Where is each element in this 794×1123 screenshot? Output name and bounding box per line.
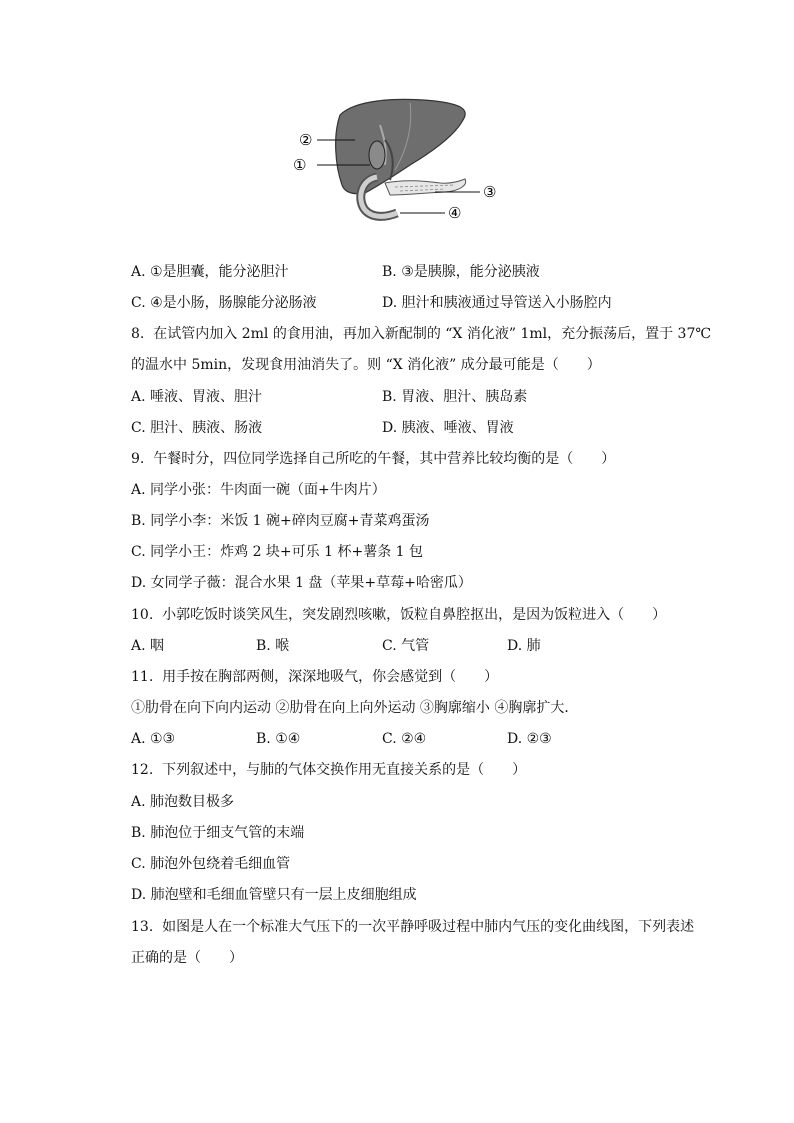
- q8-option-a: A. 唾液、胃液、胆汁: [131, 389, 263, 405]
- q7-option-d: D. 胆汁和胰液通过导管送入小肠腔内: [382, 295, 612, 311]
- q11-stem: 11. 用手按在胸部两侧，深深地吸气，你会感觉到（ ）: [131, 669, 499, 685]
- q12-stem: 12. 下列叙述中，与肺的气体交换作用无直接关系的是（ ）: [131, 762, 527, 778]
- label-3: ③: [483, 183, 497, 201]
- q9-option-d: D. 女同学子薇：混合水果 1 盘（苹果+草莓+哈密瓜）: [131, 575, 472, 591]
- q10-option-b: B. 喉: [256, 638, 290, 654]
- digestive-organs-figure: [285, 95, 515, 230]
- q8-option-c: C. 胆汁、胰液、肠液: [131, 420, 263, 436]
- q11-option-b: B. ①④: [256, 731, 301, 747]
- label-2: ②: [299, 131, 313, 149]
- q11-option-a: A. ①③: [131, 731, 176, 747]
- q10-option-a: A. 咽: [131, 638, 165, 654]
- q11-statements: ①肋骨在向下向内运动 ②肋骨在向上向外运动 ③胸廓缩小 ④胸廓扩大．: [131, 700, 579, 716]
- q9-option-b: B. 同学小李：米饭 1 碗+碎肉豆腐+青菜鸡蛋汤: [131, 513, 430, 529]
- q8-stem-line1: 8. 在试管内加入 2ml 的食用油，再加入新配制的 “X 消化液” 1ml，充分振荡后，置于 37℃: [131, 326, 712, 342]
- q11-option-c: C. ②④: [382, 731, 427, 747]
- q12-option-d: D. 肺泡壁和毛细血管壁只有一层上皮细胞组成: [131, 887, 417, 903]
- q9-option-c: C. 同学小王：炸鸡 2 块+可乐 1 杯+薯条 1 包: [131, 544, 423, 560]
- q7-option-a: A. ①是胆囊，能分泌胆汁: [131, 264, 289, 280]
- q8-option-d: D. 胰液、唾液、胃液: [382, 420, 514, 436]
- label-1: ①: [293, 156, 307, 174]
- q11-option-d: D. ②③: [507, 731, 552, 747]
- q10-option-d: D. 肺: [507, 638, 541, 654]
- digestive-organs-diagram: [285, 95, 515, 230]
- q9-option-a: A. 同学小张：牛肉面一碗（面+牛肉片）: [131, 482, 386, 498]
- q12-option-c: C. 肺泡外包绕着毛细血管: [131, 856, 291, 872]
- label-4: ④: [448, 204, 462, 222]
- q12-option-a: A. 肺泡数目极多: [131, 794, 235, 810]
- q12-option-b: B. 肺泡位于细支气管的末端: [131, 825, 305, 841]
- q7-option-c: C. ④是小肠，肠腺能分泌肠液: [131, 295, 317, 311]
- q13-stem-line2: 正确的是（ ）: [131, 950, 243, 966]
- q10-stem: 10. 小郭吃饭时谈笑风生，突发剧烈咳嗽，饭粒自鼻腔抠出，是因为饭粒进入（ ）: [131, 607, 667, 623]
- q13-stem-line1: 13. 如图是人在一个标准大气压下的一次平静呼吸过程中肺内气压的变化曲线图，下列表述: [131, 919, 695, 935]
- q7-option-b: B. ③是胰腺，能分泌胰液: [382, 264, 540, 280]
- q9-stem: 9. 午餐时分，四位同学选择自己所吃的午餐，其中营养比较均衡的是（ ）: [131, 451, 616, 467]
- q8-option-b: B. 胃液、胆汁、胰岛素: [382, 389, 528, 405]
- q10-option-c: C. 气管: [382, 638, 430, 654]
- q8-stem-line2: 的温水中 5min，发现食用油消失了。则 “X 消化液” 成分最可能是（ ）: [131, 357, 601, 373]
